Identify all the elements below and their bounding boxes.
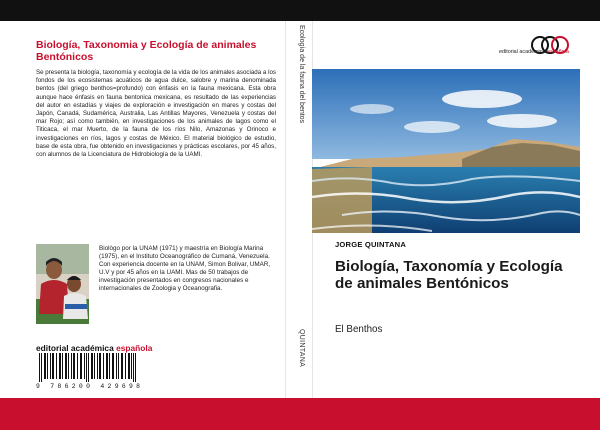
front-cover — [312, 21, 580, 398]
spine-author-text: QUINTANA — [298, 329, 305, 368]
logo-caption-accent: española — [546, 49, 569, 55]
publisher-name-back — [36, 343, 152, 353]
spine-author — [295, 329, 305, 389]
back-cover-description: Se presenta la biología, taxonomía y ecología de la vida de los animales asociada a los fondos de los ecosistemas acuáticos de agua dulce, salobre y marina denominada bentos (del griego benthos=profundo) con énfasis en la fauna mexicana. Esta obra aunque hace énfasis en fauna bentonica mexicana, es resultado de las experiencias del autor en estadías y viajes de exploración e investigación en mares y costas del Japón, Canadá, Sudamérica, Australia, Las Antillas Mayores, Venezuela y costas del mar Rojo; así como también, en investigaciones de los animales de lagos como el Titicaca, el mar Muerto, de la fauna de los ríos Nilo, Amazonas y Orinoco e investigaciones en ríos, lagos y costas de México. El material biológico de estudio, base de esta obra, fue obtenido en investigaciones y prácticas escolares, por 45 años, con alumnos de la Licenciatura de Hidrobiología de la UAMI. — [36, 69, 276, 159]
logo-caption — [499, 49, 569, 55]
cover-photo-coastline — [312, 69, 580, 233]
barcode-icon — [36, 353, 140, 389]
back-cover-title: Biología, Taxonomia y Ecología de animales Bentónicos — [36, 39, 257, 63]
spine-title — [295, 25, 305, 155]
front-title: Biología, Taxonomía y Ecología de animales Bentónicos — [335, 258, 563, 292]
front-subtitle: El Benthos — [335, 324, 383, 335]
author-bio: Biològo por la UNAM (1971) y maestría en Biología Marina (1975), en el Instituto Oceanográfico de Cumaná, Venezuela. Con experiencia docente en la UNAM, Simon Bolivar, UMAR, U.V y por 45 años en la UAMI. Mas de 50 trabajos de investigación presentados en congresos nacionales e internacionales de Zoologia y Oceanografia. — [99, 245, 271, 293]
book-cover — [25, 21, 580, 398]
publisher-accent: española — [116, 343, 153, 353]
top-band — [0, 0, 600, 21]
barcode-number: 9 786200 429698 — [36, 383, 140, 389]
publisher-main: editorial académica — [36, 343, 114, 353]
spine — [285, 21, 313, 398]
back-cover — [25, 21, 285, 398]
publisher-logo-icon — [512, 33, 578, 63]
front-author: JORGE QUINTANA — [335, 240, 407, 249]
spine-title-text: Ecología de la fauna del bentos — [298, 25, 305, 124]
author-photo — [36, 244, 89, 324]
logo-caption-main: editorial académica — [499, 49, 546, 55]
bottom-band — [0, 398, 600, 430]
